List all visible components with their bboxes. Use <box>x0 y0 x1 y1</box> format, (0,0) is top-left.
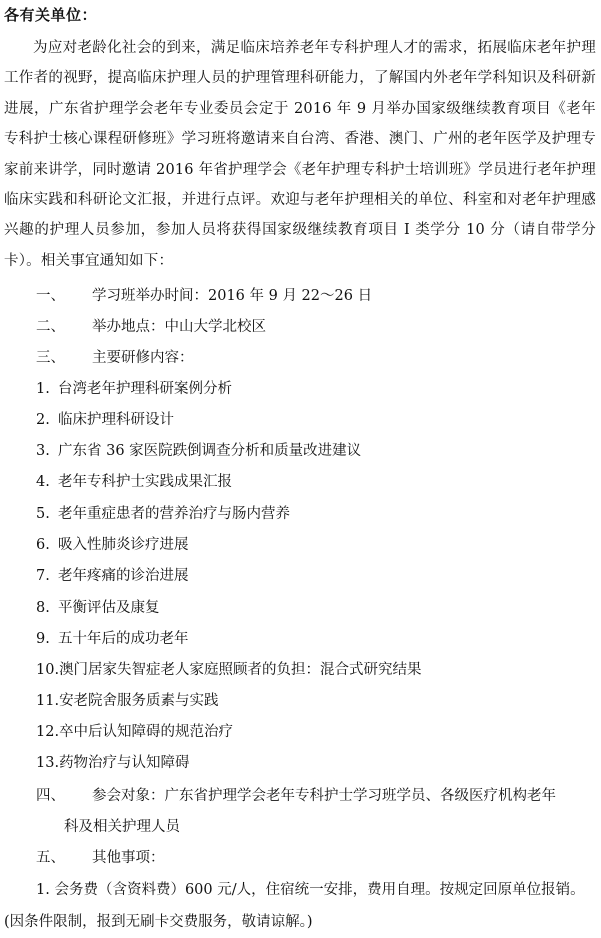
section-3 <box>36 346 194 370</box>
section-5 <box>36 846 165 870</box>
section-text: 学习班举办时间：2016 年 9 月 22～26 日 <box>92 288 373 304</box>
topic-item <box>36 502 290 526</box>
topic-number: 13. <box>36 755 60 771</box>
section-number: 一、 <box>36 288 65 304</box>
section-text: 参会对象：广东省护理学会老年专科护士学习班学员、各级医疗机构老年 <box>92 788 556 804</box>
topic-text: 卒中后认知障碍的规范治疗 <box>59 724 234 740</box>
topic-text: 五十年后的成功老年 <box>58 631 189 647</box>
section-number: 三、 <box>36 350 65 366</box>
greeting-heading: 各有关单位： <box>4 6 98 24</box>
topic-text: 澳门居家失智症老人家庭照顾者的负担：混合式研究结果 <box>59 662 422 678</box>
topic-text: 药物治疗与认知障碍 <box>59 755 190 771</box>
section-text-continued: 科及相关护理人员 <box>64 819 180 835</box>
intro-paragraph: 为应对老龄化社会的到来，满足临床培养老年专科护理人才的需求，拓展临床老年护理工作者的视野，提高临床护理人员的护理管理科研能力，了解国内外老年学科知识及科研新进展，广东省护理学会老年专业委员会定于 2016 年 9 月举办国家级继续教育项目《老年专科护士核心课程研修班》学习班将邀请来自台湾、香港、澳门、广州的老年医学及护理专家前来讲学，同时邀请 2016 年省护理学会《老年护理专科护士培训班》学员进行老年护理临床实践和科研论文汇报，并进行点评。欢迎与老年护理相关的单位、科室和对老年护理感兴趣的护理人员参加，参加人员将获得国家级继续教育项目 I 类学分 10 分（请自带学分卡）。相关事宜通知如下： <box>4 40 596 269</box>
topic-number: 8. <box>36 600 50 616</box>
topic-item <box>36 408 174 432</box>
topic-item <box>36 751 190 775</box>
topic-item <box>36 627 189 651</box>
topic-number: 9. <box>36 631 50 647</box>
topic-number: 12. <box>36 724 60 740</box>
topic-item <box>36 377 232 401</box>
topic-number: 10. <box>36 662 60 678</box>
topic-text: 老年专科护士实践成果汇报 <box>58 474 232 490</box>
topic-number: 7. <box>36 568 50 584</box>
topic-text: 平衡评估及康复 <box>58 600 160 616</box>
section-number: 四、 <box>36 788 65 804</box>
topic-item <box>36 470 232 494</box>
topic-text: 老年疼痛的诊治进展 <box>58 568 189 584</box>
topic-number: 5. <box>36 506 50 522</box>
topic-item <box>36 564 189 588</box>
topic-number: 1. <box>36 381 50 397</box>
topic-item <box>36 689 219 713</box>
topic-text: 广东省 36 家医院跌倒调查分析和质量改进建议 <box>58 443 362 459</box>
topic-item <box>36 720 233 744</box>
topic-item <box>36 533 189 557</box>
topic-text: 安老院舍服务质素与实践 <box>59 693 219 709</box>
section-text: 举办地点：中山大学北校区 <box>92 319 266 335</box>
topic-number: 2. <box>36 412 50 428</box>
section-number: 二、 <box>36 319 65 335</box>
topic-text: 临床护理科研设计 <box>58 412 174 428</box>
topic-number: 6. <box>36 537 50 553</box>
section-text: 主要研修内容： <box>92 350 194 366</box>
topic-text: 老年重症患者的营养治疗与肠内营养 <box>58 506 290 522</box>
section-1 <box>36 284 372 308</box>
fee-paragraph: 1. 会务费（含资料费）600 元/人，住宿统一安排，费用自理。按规定回原单位报销。(因条件限制，报到无刷卡交费服务，敬请谅解。) <box>4 882 585 930</box>
topic-text: 吸入性肺炎诊疗进展 <box>58 537 189 553</box>
section-2 <box>36 315 266 339</box>
topic-item <box>36 596 160 620</box>
section-text: 其他事项： <box>92 850 165 866</box>
section-4 <box>36 781 596 843</box>
topic-text: 台湾老年护理科研案例分析 <box>58 381 232 397</box>
topic-item <box>36 439 361 463</box>
topic-number: 11. <box>36 693 60 709</box>
topic-number: 4. <box>36 474 50 490</box>
topic-number: 3. <box>36 443 50 459</box>
topic-item <box>36 658 422 682</box>
section-number: 五、 <box>36 850 65 866</box>
